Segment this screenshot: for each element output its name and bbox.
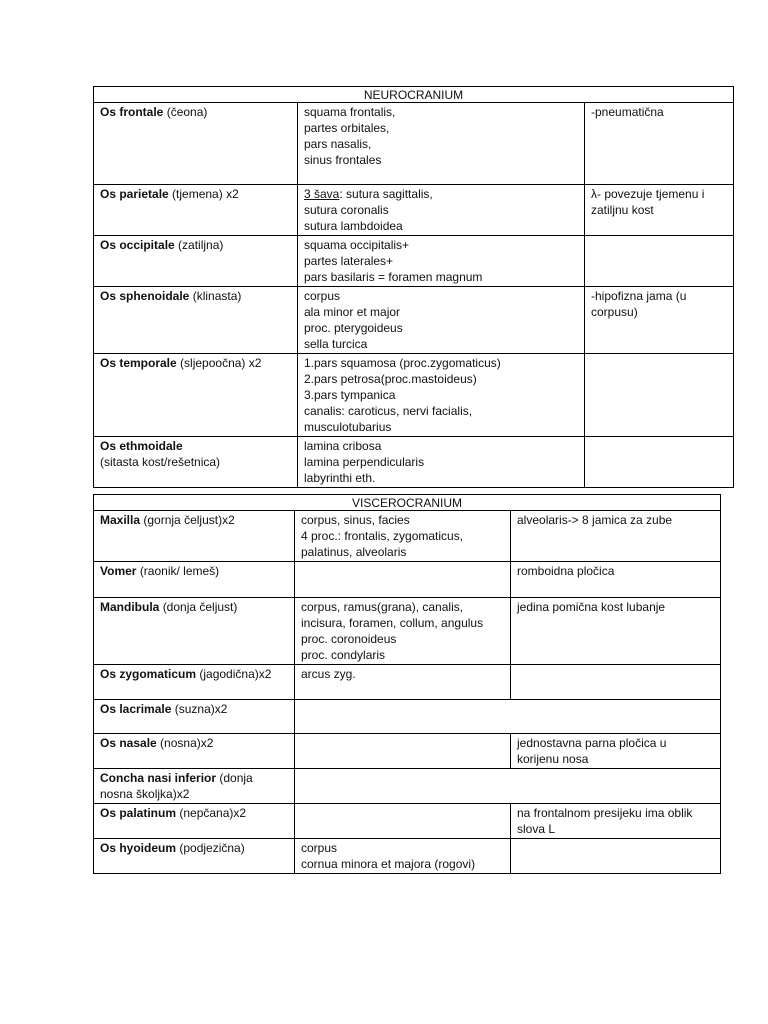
note-line: corpusu) (591, 305, 638, 319)
part-line: pars basilaris = foramen magnum (304, 270, 483, 284)
table-row (94, 562, 721, 598)
bone-latin-name: Os palatinum (100, 806, 177, 820)
table-row (94, 511, 721, 562)
part-line: 4 proc.: frontalis, zygomaticus, (301, 529, 464, 543)
bone-name-cell (94, 839, 295, 874)
part-line: proc. pterygoideus (304, 321, 403, 335)
table-row (94, 839, 721, 874)
bone-latin-name: Os occipitale (100, 238, 175, 252)
part-line: labyrinthi eth. (304, 471, 376, 485)
note-line: -hipofizna jama (u (591, 289, 687, 303)
part-line: palatinus, alveolaris (301, 545, 407, 559)
bone-local-name: (klinasta) (192, 289, 242, 303)
bone-latin-name: Concha nasi inferior (100, 771, 217, 785)
table-row (94, 287, 734, 354)
bone-local-name: (donja čeljust) (162, 600, 238, 614)
bone-note-cell (585, 185, 734, 236)
bone-name-cell (94, 804, 295, 839)
bone-name-cell (94, 734, 295, 769)
bone-note-cell (511, 839, 721, 874)
bone-parts-cell (298, 236, 585, 287)
bone-note-cell (511, 665, 721, 700)
table-row (94, 236, 734, 287)
bone-latin-name: Os zygomaticum (100, 667, 197, 681)
bone-local-name: (gornja čeljust)x2 (143, 513, 235, 527)
bone-note-cell (585, 103, 734, 185)
table-row (94, 185, 734, 236)
table-row (94, 804, 721, 839)
bone-name-line (100, 770, 290, 786)
sutures-count-label: 3 šava (304, 187, 340, 201)
part-line: corpus, ramus(grana), canalis, (301, 600, 464, 614)
part-line: pars nasalis, (304, 137, 372, 151)
bone-name-cell (94, 103, 298, 185)
bone-latin-name: Os frontale (100, 105, 164, 119)
note-line: λ- povezuje tjemenu i (591, 187, 705, 201)
part-line: lamina perpendicularis (304, 455, 425, 469)
bone-name-cell (94, 511, 295, 562)
table-row (94, 665, 721, 700)
part-line: sutura coronalis (304, 203, 389, 217)
bone-name-cell (94, 598, 295, 665)
note-line: korijenu nosa (517, 752, 589, 766)
part-line: squama occipitalis+ (304, 238, 410, 252)
bone-latin-name: Os lacrimale (100, 702, 172, 716)
part-text: : sutura sagittalis, (339, 187, 433, 201)
bone-note-cell (511, 804, 721, 839)
part-line: sella turcica (304, 337, 368, 351)
bone-note-cell (511, 598, 721, 665)
table-row (94, 769, 721, 804)
part-line: sutura lambdoidea (304, 219, 403, 233)
bone-latin-name: Os hyoideum (100, 841, 177, 855)
part-line: sinus frontales (304, 153, 382, 167)
note-line: jedina pomična kost lubanje (517, 600, 666, 614)
bone-name-cell (94, 562, 295, 598)
part-line: proc. condylaris (301, 648, 386, 662)
part-line: corpus (301, 841, 338, 855)
bone-name-cell (94, 236, 298, 287)
bone-local-name: (zatiljna) (178, 238, 224, 252)
viscerocranium-table (93, 494, 721, 874)
part-line: 3.pars tympanica (304, 388, 396, 402)
bone-parts-cell (295, 598, 511, 665)
part-line: 1.pars squamosa (proc.zygomaticus) (304, 356, 501, 370)
note-line: alveolaris-> 8 jamica za zube (517, 513, 673, 527)
bone-local-name: (suzna)x2 (174, 702, 228, 716)
bone-local-name: (podjezična) (179, 841, 245, 855)
bone-latin-name: Maxilla (100, 513, 141, 527)
bone-name-cell (94, 769, 295, 804)
part-line: canalis: caroticus, nervi facialis, (304, 404, 473, 418)
bone-note-cell (585, 354, 734, 437)
bone-parts-cell (298, 437, 585, 488)
note-line: jednostavna parna pločica u (517, 736, 667, 750)
bone-parts-cell (295, 769, 721, 804)
bone-parts-cell (295, 804, 511, 839)
part-line: squama frontalis, (304, 105, 396, 119)
part-line: lamina cribosa (304, 439, 382, 453)
bone-name-cell (94, 287, 298, 354)
part-line: 2.pars petrosa(proc.mastoideus) (304, 372, 477, 386)
bone-note-cell (511, 511, 721, 562)
part-line (304, 186, 580, 202)
bone-parts-cell (295, 665, 511, 700)
part-line: corpus, sinus, facies (301, 513, 410, 527)
bone-parts-cell (295, 562, 511, 598)
bone-local-name: (donja (219, 771, 253, 785)
part-line: arcus zyg. (301, 667, 356, 681)
note-line: romboidna pločica (517, 564, 615, 578)
bone-note-cell (585, 236, 734, 287)
bone-latin-name: Vomer (100, 564, 137, 578)
part-line: proc. coronoideus (301, 632, 397, 646)
note-line: na frontalnom presijeku ima oblik (517, 806, 693, 820)
part-line: corpus (304, 289, 341, 303)
table-header-row (94, 495, 721, 511)
bone-latin-name: Os ethmoidale (100, 439, 183, 453)
table-row (94, 700, 721, 734)
bone-local-name: (nepčana)x2 (179, 806, 247, 820)
table-header-row (94, 87, 734, 103)
bone-latin-name: Os sphenoidale (100, 289, 190, 303)
note-line: slova L (517, 822, 556, 836)
bone-note-cell (511, 734, 721, 769)
table-row (94, 734, 721, 769)
bone-latin-name: Os temporale (100, 356, 177, 370)
bone-local-name: (raonik/ lemeš) (139, 564, 220, 578)
note-line: -pneumatična (591, 105, 664, 119)
part-line: ala minor et major (304, 305, 401, 319)
bone-local-name: (jagodična)x2 (199, 667, 272, 681)
table-row (94, 598, 721, 665)
bone-local-name-continued: nosna školjka)x2 (100, 787, 190, 801)
bone-note-cell (585, 287, 734, 354)
note-line: zatiljnu kost (591, 203, 654, 217)
bone-local-name: (nosna)x2 (160, 736, 214, 750)
table-row (94, 103, 734, 185)
bone-parts-cell (298, 354, 585, 437)
table-row (94, 437, 734, 488)
neurocranium-table (93, 86, 734, 488)
bone-note-cell (511, 562, 721, 598)
bone-name-cell (94, 185, 298, 236)
bone-parts-cell (295, 700, 721, 734)
bone-parts-cell (295, 511, 511, 562)
bone-latin-name: Os parietale (100, 187, 169, 201)
part-line: incisura, foramen, collum, angulus (301, 616, 484, 630)
bone-parts-cell (295, 839, 511, 874)
bone-name-cell (94, 354, 298, 437)
bone-parts-cell (298, 185, 585, 236)
bone-name-cell (94, 700, 295, 734)
part-line: partes orbitales, (304, 121, 390, 135)
bone-local-name: (tjemena) x2 (172, 187, 239, 201)
viscerocranium-title: VISCEROCRANIUM (94, 495, 721, 511)
bone-parts-cell (295, 734, 511, 769)
table-row (94, 354, 734, 437)
bone-latin-name: Os nasale (100, 736, 157, 750)
bone-note-cell (585, 437, 734, 488)
bone-local-name: (sljepoočna) x2 (180, 356, 262, 370)
bone-name-cell (94, 437, 298, 488)
neurocranium-title: NEUROCRANIUM (94, 87, 734, 103)
part-line: cornua minora et majora (rogovi) (301, 857, 476, 871)
bone-parts-cell (298, 287, 585, 354)
part-line: partes laterales+ (304, 254, 394, 268)
bone-parts-cell (298, 103, 585, 185)
bone-local-name: (čeona) (166, 105, 208, 119)
bone-local-name: (sitasta kost/rešetnica) (100, 455, 221, 469)
bone-name-cell (94, 665, 295, 700)
bone-latin-name: Mandibula (100, 600, 160, 614)
part-line: musculotubarius (304, 420, 392, 434)
